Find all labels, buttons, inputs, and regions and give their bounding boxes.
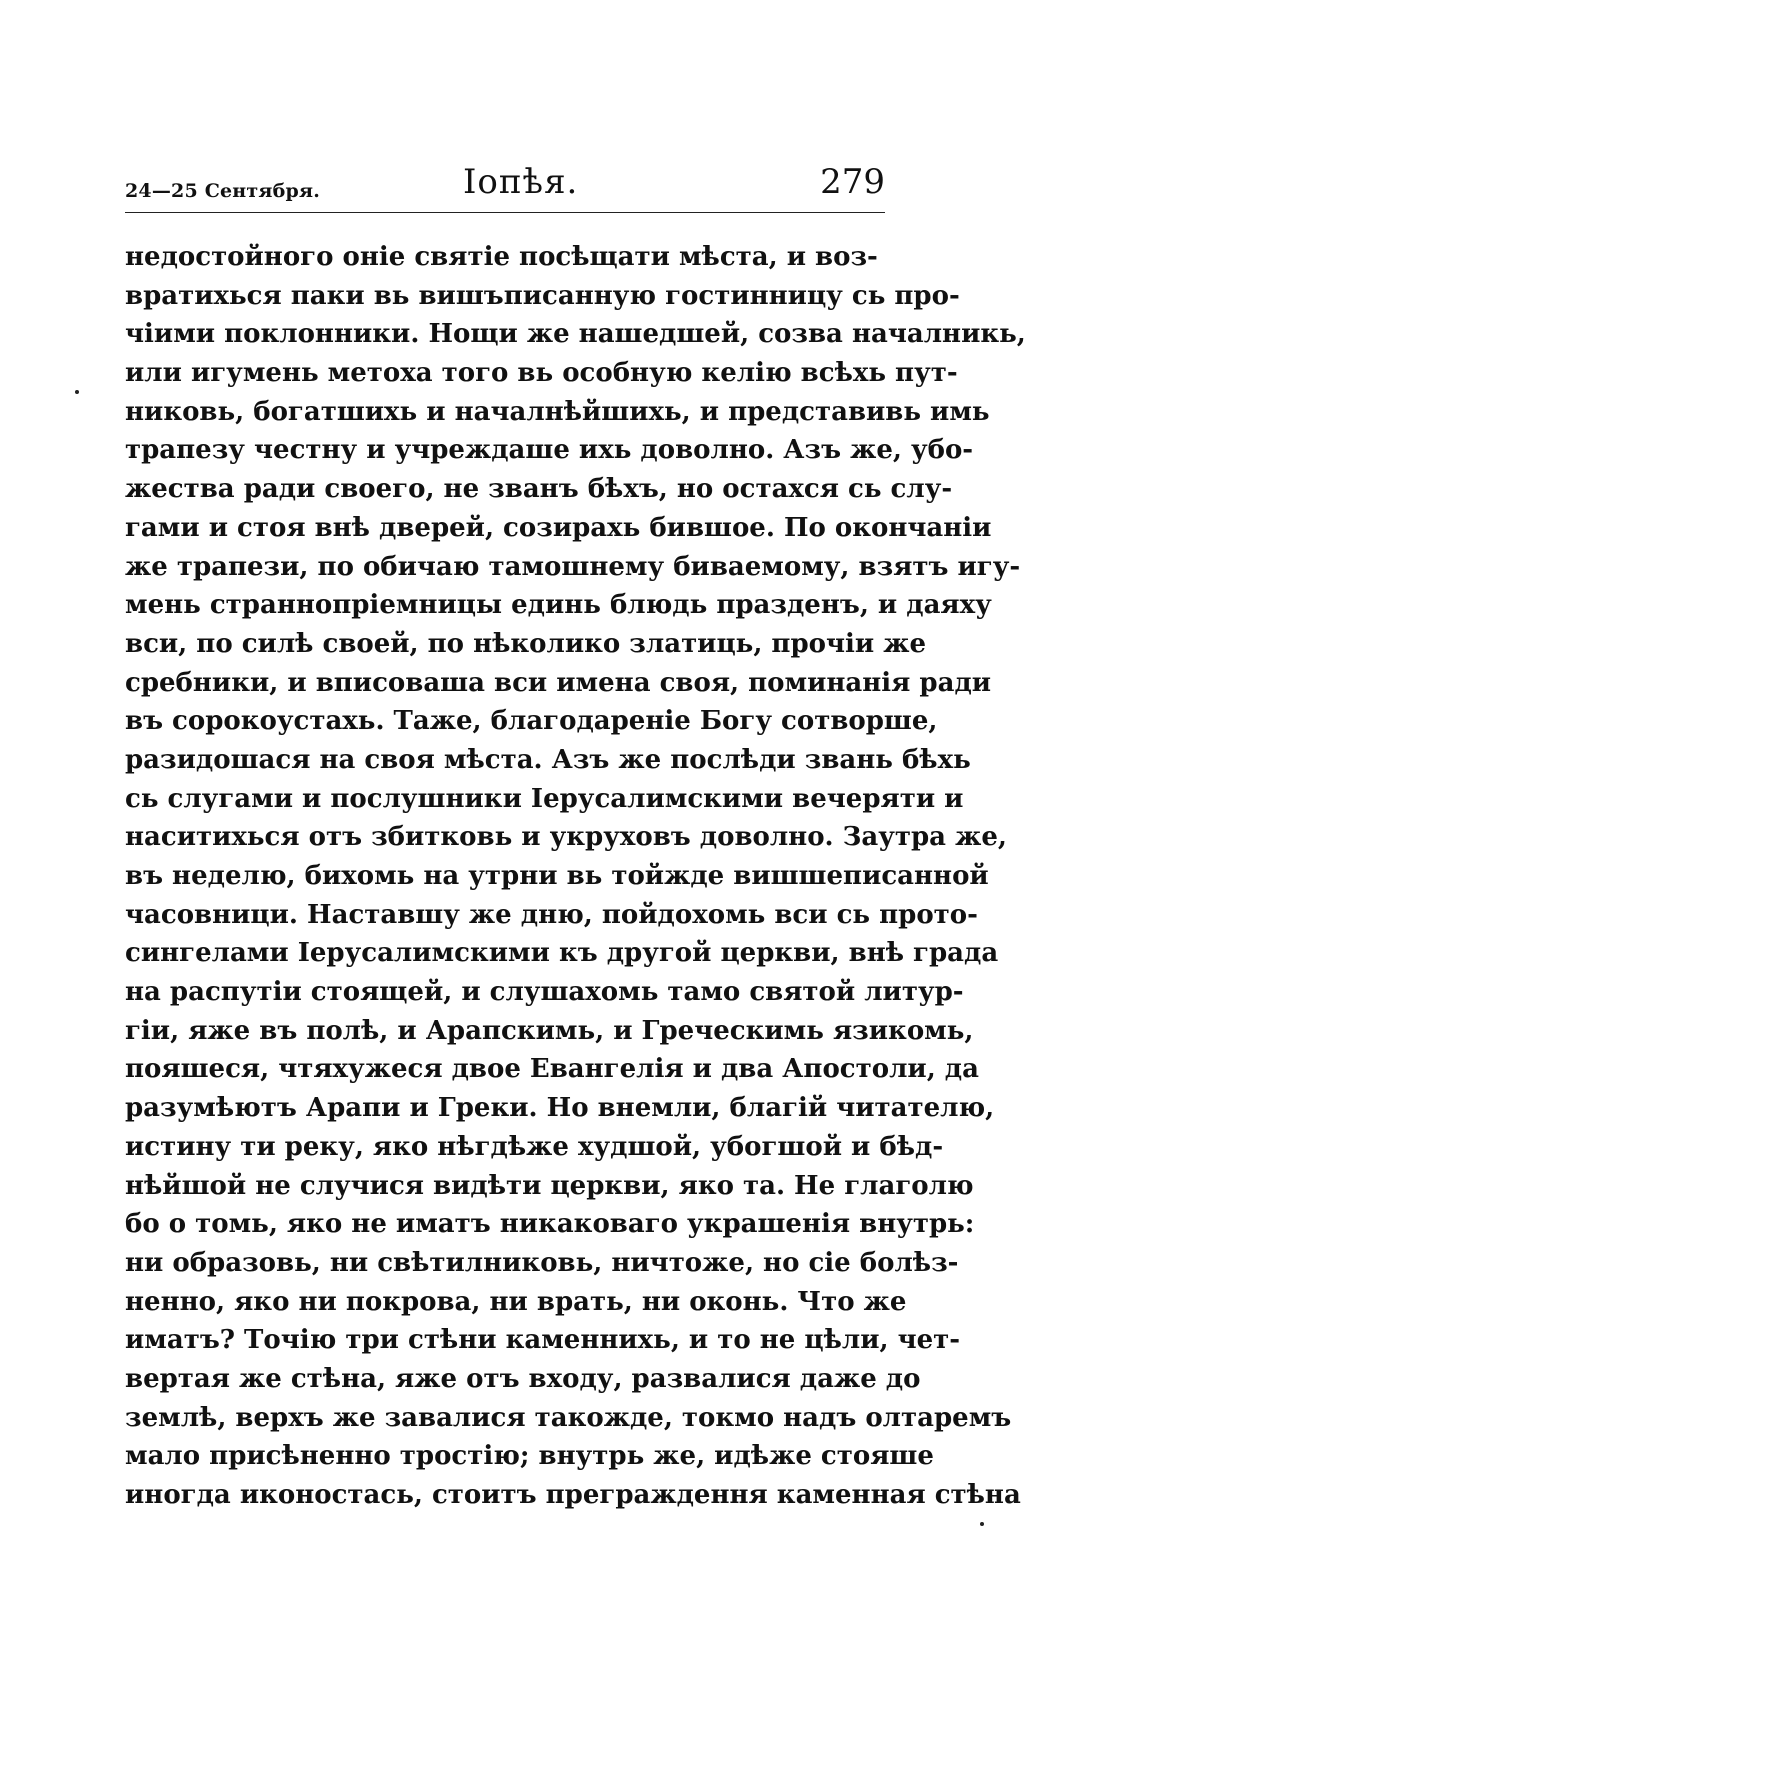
page-number: 279: [820, 162, 885, 202]
text-line: мень страннопріемницы единь блюдь празденъ, и даяху: [125, 590, 992, 621]
text-line: ненно, яко ни покрова, ни врать, ни оконь. Что же: [125, 1286, 907, 1317]
text-line: никовь, богатшихь и началнѣйшихь, и представивь имь: [125, 396, 990, 427]
text-line: часовници. Наставшу же дню, пойдохомь вси сь прото-: [125, 899, 978, 930]
scan-speck: [980, 1522, 984, 1526]
header-title: Іопѣя.: [463, 162, 579, 202]
text-line: наситихься отъ збитковь и укруховъ доволно. Заутра же,: [125, 822, 1007, 853]
text-line: сь слугами и послушники Іерусалимскими вечеряти и: [125, 783, 964, 814]
text-line: вратихься паки вь вишъписанную гостинницу сь про-: [125, 280, 960, 311]
text-line: на распутіи стоящей, и слушахомь тамо святой литур-: [125, 977, 964, 1008]
text-line: недостойного оніе святіе посѣщати мѣста, и воз-: [125, 242, 878, 272]
text-line: гами и стоя внѣ дверей, созирахь бившое. По окончаніи: [125, 512, 992, 543]
text-line: вертая же стѣна, яже отъ входу, развалися даже до: [125, 1363, 921, 1394]
text-line: иногда иконостась, стоитъ преграждення каменная стѣна: [125, 1480, 1021, 1510]
text-line: же трапези, по обичаю тамошнему биваемому, взятъ игу-: [125, 551, 1021, 582]
text-line: землѣ, верхъ же завалися такожде, токмо надъ олтаремъ: [125, 1402, 1012, 1433]
text-line: вси, по силѣ своей, по нѣколико златиць, прочіи же: [125, 628, 927, 659]
body-text: [125, 238, 1026, 1515]
scan-speck: [75, 390, 79, 394]
text-line: сребники, и вписоваша вси имена своя, поминанія ради: [125, 667, 992, 698]
text-line: гіи, яже въ полѣ, и Арапскимь, и Греческимь язикомь,: [125, 1015, 974, 1046]
text-line: сингелами Іерусалимскими къ другой церкви, внѣ града: [125, 938, 999, 969]
running-head: [125, 158, 885, 214]
text-line: мало присѣненно тростію; внутрь же, идѣже стояше: [125, 1441, 934, 1472]
text-line: разидошася на своя мѣста. Азъ же послѣди звань бѣхь: [125, 744, 971, 775]
text-line: истину ти реку, яко нѣгдѣже худшой, убогшой и бѣд-: [125, 1131, 944, 1162]
text-line: чіими поклонники. Нощи же нашедшей, созва началникь,: [125, 319, 1026, 350]
text-line: или игумень метоха того вь особную келію всѣхь пут-: [125, 358, 958, 389]
header-dates: 24—25 Сентября.: [125, 180, 321, 202]
text-line: въ сорокоустахь. Таже, благодареніе Богу сотворше,: [125, 706, 938, 737]
text-line: ни образовь, ни свѣтилниковь, ничтоже, но сіе болѣз-: [125, 1247, 959, 1278]
text-line: нѣйшой не случися видѣти церкви, яко та. Не глаголю: [125, 1170, 974, 1201]
header-rule: [125, 212, 885, 213]
text-line: бо о томь, яко не иматъ никаковаго украшенія внутрь:: [125, 1209, 975, 1240]
text-line: иматъ? Точію три стѣни каменнихь, и то не цѣли, чет-: [125, 1325, 961, 1356]
text-line: разумѣютъ Арапи и Греки. Но внемли, благій читателю,: [125, 1093, 995, 1124]
text-line: трапезу честну и учреждаше ихь доволно. Азъ же, убо-: [125, 435, 974, 466]
text-line: пояшеся, чтяхужеся двое Евангелія и два Апостоли, да: [125, 1054, 979, 1085]
text-line: жества ради своего, не званъ бѣхъ, но остахся сь слу-: [125, 474, 953, 505]
text-line: въ неделю, бихомь на утрни вь тойжде вишшеписанной: [125, 861, 989, 891]
